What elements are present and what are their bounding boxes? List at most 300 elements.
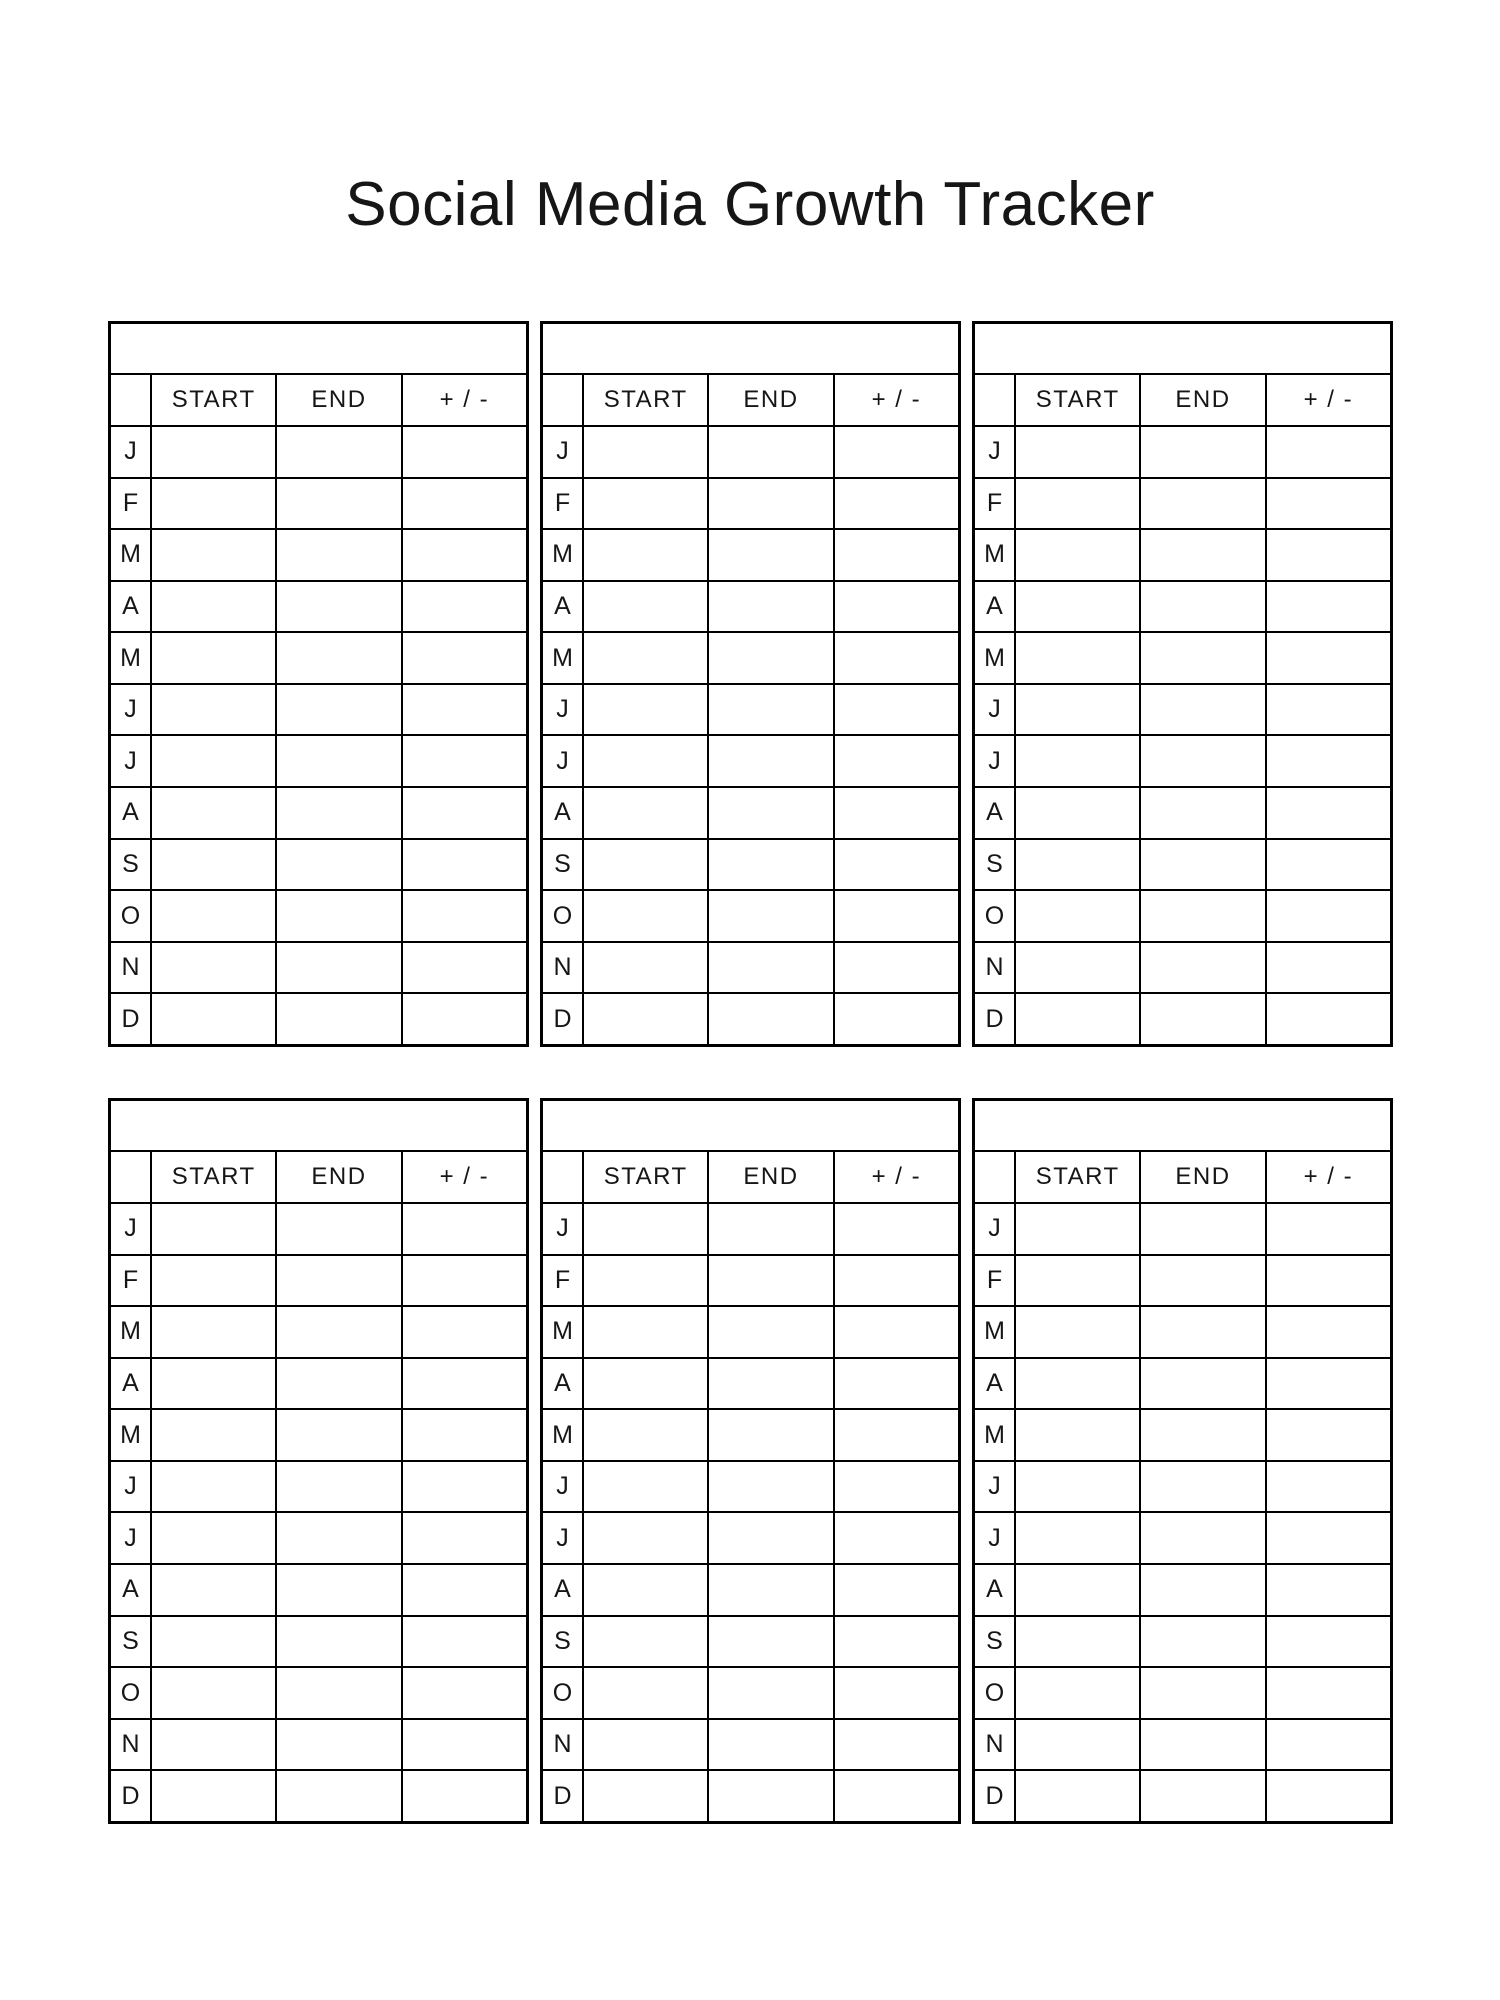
entry-cell-plus-minus <box>403 427 526 477</box>
column-header-end: END <box>1141 375 1264 425</box>
entry-cell-start <box>152 1513 275 1563</box>
entry-cell-start <box>152 891 275 941</box>
month-label: O <box>543 1668 582 1718</box>
column-header-plus-minus: + / - <box>403 1152 526 1202</box>
entry-cell-start <box>584 1720 707 1770</box>
entry-cell-plus-minus <box>403 1359 526 1409</box>
entry-cell-end <box>277 994 400 1044</box>
entry-cell-end <box>277 479 400 529</box>
entry-cell-start <box>1016 582 1139 632</box>
column-header-start: START <box>584 1152 707 1202</box>
entry-cell-plus-minus <box>835 1359 958 1409</box>
entry-cell-plus-minus <box>835 943 958 993</box>
entry-cell-end <box>1141 1462 1264 1512</box>
entry-cell-plus-minus <box>403 1771 526 1821</box>
month-label: A <box>543 1565 582 1615</box>
entry-cell-plus-minus <box>835 1720 958 1770</box>
entry-cell-end <box>1141 788 1264 838</box>
entry-cell-start <box>1016 685 1139 735</box>
month-label: A <box>111 788 150 838</box>
entry-cell-start <box>152 840 275 890</box>
entry-cell-start <box>152 788 275 838</box>
entry-cell-plus-minus <box>403 1565 526 1615</box>
month-label: M <box>111 1410 150 1460</box>
entry-cell-plus-minus <box>1267 840 1390 890</box>
entry-cell-plus-minus <box>403 633 526 683</box>
entry-cell-plus-minus <box>835 633 958 683</box>
entry-cell-end <box>277 1462 400 1512</box>
entry-cell-start <box>152 685 275 735</box>
entry-cell-end <box>709 1771 832 1821</box>
entry-cell-end <box>709 427 832 477</box>
entry-cell-plus-minus <box>403 994 526 1044</box>
entry-cell-start <box>584 1668 707 1718</box>
entry-cell-plus-minus <box>1267 1720 1390 1770</box>
entry-cell-start <box>584 1617 707 1667</box>
entry-cell-plus-minus <box>403 1668 526 1718</box>
month-label: M <box>111 633 150 683</box>
entry-cell-end <box>1141 1720 1264 1770</box>
month-label: S <box>975 840 1014 890</box>
entry-cell-plus-minus <box>403 1256 526 1306</box>
entry-cell-start <box>152 530 275 580</box>
entry-cell-plus-minus <box>1267 788 1390 838</box>
entry-cell-end <box>709 1256 832 1306</box>
month-label: S <box>111 840 150 890</box>
entry-cell-end <box>709 1617 832 1667</box>
entry-cell-start <box>584 427 707 477</box>
entry-cell-end <box>709 1462 832 1512</box>
entry-cell-end <box>277 788 400 838</box>
entry-cell-end <box>277 891 400 941</box>
month-label: F <box>975 479 1014 529</box>
entry-cell-start <box>584 994 707 1044</box>
entry-cell-start <box>1016 1462 1139 1512</box>
month-label: F <box>111 479 150 529</box>
entry-cell-end <box>709 788 832 838</box>
entry-cell-end <box>709 1359 832 1409</box>
entry-cell-end <box>1141 1771 1264 1821</box>
header-corner-cell <box>543 375 582 425</box>
month-label: D <box>543 1771 582 1821</box>
entry-cell-start <box>1016 840 1139 890</box>
entry-cell-start <box>1016 427 1139 477</box>
entry-cell-end <box>1141 530 1264 580</box>
entry-cell-end <box>277 427 400 477</box>
entry-cell-start <box>1016 479 1139 529</box>
entry-cell-plus-minus <box>1267 1513 1390 1563</box>
column-header-start: START <box>584 375 707 425</box>
month-label: S <box>975 1617 1014 1667</box>
entry-cell-start <box>1016 788 1139 838</box>
month-label: M <box>543 530 582 580</box>
month-label: J <box>975 1513 1014 1563</box>
month-label: D <box>975 994 1014 1044</box>
month-label: A <box>111 1565 150 1615</box>
entry-cell-end <box>1141 1513 1264 1563</box>
entry-cell-start <box>152 479 275 529</box>
month-label: M <box>975 1307 1014 1357</box>
entry-cell-start <box>584 530 707 580</box>
entry-cell-plus-minus <box>835 1256 958 1306</box>
entry-cell-start <box>584 479 707 529</box>
header-corner-cell <box>111 375 150 425</box>
month-label: M <box>975 1410 1014 1460</box>
month-label: J <box>975 736 1014 786</box>
entry-cell-plus-minus <box>835 1410 958 1460</box>
entry-cell-end <box>709 994 832 1044</box>
entry-cell-end <box>709 943 832 993</box>
month-label: M <box>975 633 1014 683</box>
month-label: A <box>543 1359 582 1409</box>
month-label: J <box>543 1513 582 1563</box>
entry-cell-plus-minus <box>403 1513 526 1563</box>
entry-cell-plus-minus <box>403 530 526 580</box>
tracker-table-2 <box>540 321 961 1047</box>
entry-cell-end <box>1141 994 1264 1044</box>
entry-cell-plus-minus <box>835 1204 958 1254</box>
entry-cell-plus-minus <box>403 891 526 941</box>
entry-cell-start <box>152 1565 275 1615</box>
entry-cell-end <box>277 1256 400 1306</box>
entry-cell-plus-minus <box>1267 1359 1390 1409</box>
month-label: J <box>111 736 150 786</box>
entry-cell-end <box>277 1720 400 1770</box>
entry-cell-plus-minus <box>1267 1565 1390 1615</box>
entry-cell-start <box>152 943 275 993</box>
entry-cell-plus-minus <box>1267 1410 1390 1460</box>
entry-cell-plus-minus <box>835 891 958 941</box>
platform-name-cell <box>543 1101 958 1150</box>
entry-cell-plus-minus <box>835 994 958 1044</box>
entry-cell-end <box>277 1771 400 1821</box>
entry-cell-plus-minus <box>1267 685 1390 735</box>
entry-cell-start <box>152 633 275 683</box>
month-label: M <box>975 530 1014 580</box>
month-label: A <box>543 788 582 838</box>
entry-cell-end <box>277 840 400 890</box>
entry-cell-end <box>709 685 832 735</box>
entry-cell-start <box>1016 736 1139 786</box>
entry-cell-plus-minus <box>835 427 958 477</box>
entry-cell-start <box>584 1513 707 1563</box>
page-title: Social Media Growth Tracker <box>345 170 1155 239</box>
entry-cell-start <box>1016 891 1139 941</box>
entry-cell-plus-minus <box>835 582 958 632</box>
entry-cell-end <box>709 479 832 529</box>
month-label: J <box>111 427 150 477</box>
platform-name-cell <box>543 324 958 373</box>
entry-cell-plus-minus <box>835 479 958 529</box>
entry-cell-start <box>152 1617 275 1667</box>
entry-cell-plus-minus <box>835 840 958 890</box>
entry-cell-start <box>584 633 707 683</box>
column-header-plus-minus: + / - <box>1267 1152 1390 1202</box>
entry-cell-start <box>152 1256 275 1306</box>
entry-cell-end <box>709 530 832 580</box>
entry-cell-plus-minus <box>1267 1307 1390 1357</box>
entry-cell-plus-minus <box>403 1617 526 1667</box>
column-header-plus-minus: + / - <box>403 375 526 425</box>
entry-cell-end <box>1141 685 1264 735</box>
entry-cell-plus-minus <box>1267 943 1390 993</box>
entry-cell-start <box>1016 1771 1139 1821</box>
entry-cell-start <box>1016 943 1139 993</box>
entry-cell-end <box>1141 736 1264 786</box>
month-label: S <box>543 1617 582 1667</box>
month-label: J <box>543 427 582 477</box>
entry-cell-start <box>152 1307 275 1357</box>
month-label: A <box>111 582 150 632</box>
entry-cell-plus-minus <box>835 1513 958 1563</box>
entry-cell-start <box>1016 1668 1139 1718</box>
entry-cell-plus-minus <box>403 1204 526 1254</box>
entry-cell-end <box>1141 891 1264 941</box>
entry-cell-start <box>152 1668 275 1718</box>
month-label: J <box>975 427 1014 477</box>
month-label: A <box>975 788 1014 838</box>
entry-cell-plus-minus <box>835 1462 958 1512</box>
month-label: D <box>111 1771 150 1821</box>
month-label: S <box>111 1617 150 1667</box>
entry-cell-start <box>1016 1617 1139 1667</box>
month-label: J <box>111 1462 150 1512</box>
entry-cell-start <box>152 427 275 477</box>
column-header-start: START <box>152 1152 275 1202</box>
entry-cell-end <box>1141 1565 1264 1615</box>
entry-cell-start <box>1016 530 1139 580</box>
entry-cell-start <box>1016 1256 1139 1306</box>
entry-cell-end <box>1141 1307 1264 1357</box>
entry-cell-end <box>709 736 832 786</box>
entry-cell-plus-minus <box>835 1565 958 1615</box>
month-label: J <box>543 1204 582 1254</box>
entry-cell-start <box>152 1359 275 1409</box>
entry-cell-plus-minus <box>1267 633 1390 683</box>
entry-cell-start <box>584 1256 707 1306</box>
entry-cell-plus-minus <box>403 943 526 993</box>
column-header-end: END <box>709 1152 832 1202</box>
column-header-start: START <box>1016 375 1139 425</box>
entry-cell-plus-minus <box>1267 582 1390 632</box>
platform-name-cell <box>111 1101 526 1150</box>
entry-cell-plus-minus <box>403 1462 526 1512</box>
entry-cell-plus-minus <box>403 479 526 529</box>
entry-cell-start <box>152 736 275 786</box>
entry-cell-plus-minus <box>1267 994 1390 1044</box>
entry-cell-plus-minus <box>1267 891 1390 941</box>
column-header-plus-minus: + / - <box>835 1152 958 1202</box>
month-label: A <box>111 1359 150 1409</box>
entry-cell-start <box>584 943 707 993</box>
entry-cell-plus-minus <box>403 736 526 786</box>
entry-cell-start <box>584 840 707 890</box>
month-label: M <box>543 633 582 683</box>
entry-cell-plus-minus <box>835 1668 958 1718</box>
month-label: O <box>975 1668 1014 1718</box>
month-label: J <box>543 736 582 786</box>
month-label: F <box>543 479 582 529</box>
entry-cell-end <box>277 582 400 632</box>
entry-cell-start <box>1016 1565 1139 1615</box>
entry-cell-end <box>709 891 832 941</box>
entry-cell-plus-minus <box>1267 1204 1390 1254</box>
entry-cell-plus-minus <box>835 788 958 838</box>
column-header-end: END <box>277 1152 400 1202</box>
entry-cell-end <box>709 840 832 890</box>
entry-cell-end <box>709 1668 832 1718</box>
month-label: N <box>111 1720 150 1770</box>
platform-name-cell <box>975 324 1390 373</box>
month-label: M <box>111 530 150 580</box>
entry-cell-end <box>277 736 400 786</box>
entry-cell-plus-minus <box>403 788 526 838</box>
entry-cell-end <box>709 582 832 632</box>
month-label: O <box>111 1668 150 1718</box>
entry-cell-start <box>584 788 707 838</box>
entry-cell-end <box>709 1720 832 1770</box>
entry-cell-plus-minus <box>1267 427 1390 477</box>
entry-cell-end <box>277 1565 400 1615</box>
entry-cell-end <box>709 1565 832 1615</box>
entry-cell-plus-minus <box>1267 530 1390 580</box>
tracker-table-4 <box>108 1098 529 1824</box>
column-header-start: START <box>152 375 275 425</box>
month-label: J <box>975 1462 1014 1512</box>
entry-cell-end <box>277 685 400 735</box>
column-header-start: START <box>1016 1152 1139 1202</box>
month-label: J <box>111 1513 150 1563</box>
entry-cell-plus-minus <box>835 685 958 735</box>
entry-cell-start <box>584 1359 707 1409</box>
entry-cell-start <box>152 582 275 632</box>
month-label: O <box>975 891 1014 941</box>
entry-cell-plus-minus <box>1267 479 1390 529</box>
month-label: J <box>975 685 1014 735</box>
entry-cell-end <box>277 1307 400 1357</box>
month-label: N <box>111 943 150 993</box>
entry-cell-end <box>277 1668 400 1718</box>
entry-cell-end <box>1141 1359 1264 1409</box>
month-label: S <box>543 840 582 890</box>
entry-cell-start <box>584 891 707 941</box>
entry-cell-start <box>152 1462 275 1512</box>
entry-cell-start <box>152 1410 275 1460</box>
entry-cell-plus-minus <box>835 1307 958 1357</box>
platform-name-cell <box>975 1101 1390 1150</box>
entry-cell-plus-minus <box>835 530 958 580</box>
month-label: D <box>111 994 150 1044</box>
column-header-plus-minus: + / - <box>835 375 958 425</box>
entry-cell-start <box>584 1462 707 1512</box>
entry-cell-plus-minus <box>403 685 526 735</box>
entry-cell-end <box>1141 633 1264 683</box>
entry-cell-start <box>152 1204 275 1254</box>
entry-cell-end <box>1141 1204 1264 1254</box>
entry-cell-plus-minus <box>403 582 526 632</box>
month-label: M <box>111 1307 150 1357</box>
entry-cell-end <box>277 1617 400 1667</box>
entry-cell-start <box>584 1410 707 1460</box>
entry-cell-start <box>152 1771 275 1821</box>
entry-cell-plus-minus <box>835 1617 958 1667</box>
entry-cell-start <box>1016 1307 1139 1357</box>
entry-cell-end <box>1141 943 1264 993</box>
entry-cell-plus-minus <box>403 840 526 890</box>
entry-cell-start <box>584 582 707 632</box>
entry-cell-end <box>709 1410 832 1460</box>
entry-cell-end <box>277 1204 400 1254</box>
entry-cell-end <box>277 1410 400 1460</box>
entry-cell-plus-minus <box>835 1771 958 1821</box>
entry-cell-end <box>1141 582 1264 632</box>
entry-cell-start <box>584 1204 707 1254</box>
header-corner-cell <box>543 1152 582 1202</box>
entry-cell-start <box>584 685 707 735</box>
platform-name-cell <box>111 324 526 373</box>
entry-cell-end <box>277 943 400 993</box>
entry-cell-plus-minus <box>403 1410 526 1460</box>
entry-cell-start <box>584 736 707 786</box>
entry-cell-start <box>1016 1513 1139 1563</box>
column-header-end: END <box>277 375 400 425</box>
month-label: J <box>111 1204 150 1254</box>
entry-cell-start <box>584 1307 707 1357</box>
entry-cell-end <box>1141 427 1264 477</box>
entry-cell-end <box>277 1513 400 1563</box>
entry-cell-end <box>709 1513 832 1563</box>
month-label: A <box>975 1565 1014 1615</box>
month-label: N <box>975 1720 1014 1770</box>
month-label: J <box>543 685 582 735</box>
month-label: N <box>543 943 582 993</box>
month-label: A <box>543 582 582 632</box>
entry-cell-start <box>1016 1359 1139 1409</box>
month-label: D <box>975 1771 1014 1821</box>
entry-cell-end <box>1141 840 1264 890</box>
entry-cell-end <box>1141 1256 1264 1306</box>
month-label: F <box>543 1256 582 1306</box>
column-header-plus-minus: + / - <box>1267 375 1390 425</box>
month-label: M <box>543 1307 582 1357</box>
entry-cell-end <box>277 1359 400 1409</box>
month-label: D <box>543 994 582 1044</box>
entry-cell-end <box>277 530 400 580</box>
entry-cell-plus-minus <box>403 1720 526 1770</box>
month-label: F <box>975 1256 1014 1306</box>
entry-cell-plus-minus <box>403 1307 526 1357</box>
entry-cell-end <box>1141 1617 1264 1667</box>
entry-cell-plus-minus <box>1267 1771 1390 1821</box>
entry-cell-plus-minus <box>835 736 958 786</box>
tracker-table-3 <box>972 321 1393 1047</box>
tracker-table-5 <box>540 1098 961 1824</box>
entry-cell-plus-minus <box>1267 1256 1390 1306</box>
entry-cell-end <box>1141 1668 1264 1718</box>
entry-cell-start <box>1016 1720 1139 1770</box>
entry-cell-start <box>152 1720 275 1770</box>
month-label: J <box>543 1462 582 1512</box>
month-label: N <box>543 1720 582 1770</box>
header-corner-cell <box>111 1152 150 1202</box>
month-label: J <box>111 685 150 735</box>
month-label: N <box>975 943 1014 993</box>
entry-cell-end <box>709 633 832 683</box>
month-label: O <box>111 891 150 941</box>
entry-cell-end <box>1141 1410 1264 1460</box>
tracker-table-1 <box>108 321 529 1047</box>
entry-cell-start <box>1016 994 1139 1044</box>
